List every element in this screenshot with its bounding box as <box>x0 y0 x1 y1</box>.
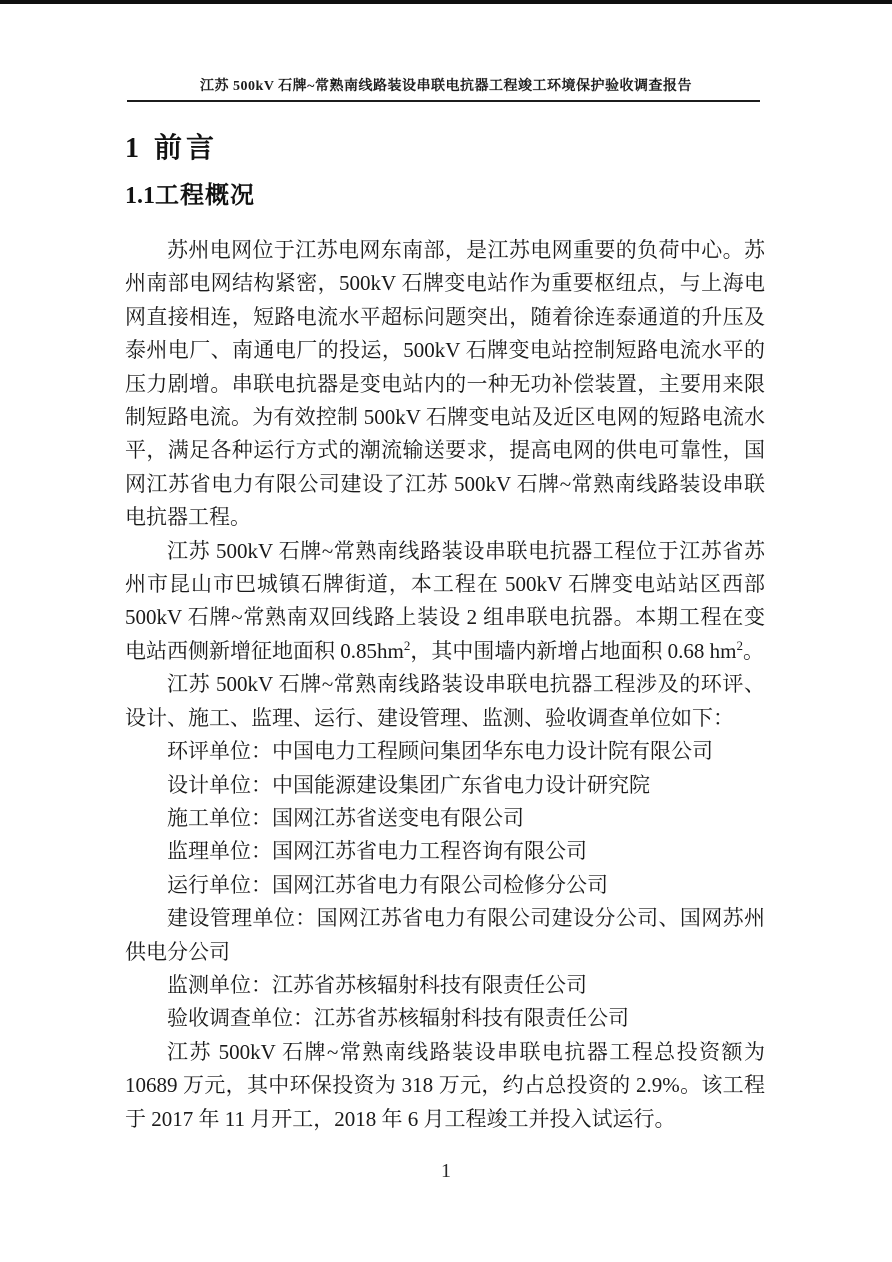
document-content <box>125 130 765 1136</box>
unit-item-monitoring: 监测单位：江苏省苏核辐射科技有限责任公司 <box>167 972 587 997</box>
unit-item-acceptance-survey: 验收调查单位：江苏省苏核辐射科技有限责任公司 <box>167 1006 629 1031</box>
paragraph-project-location-text-1: 江苏 500kV 石牌~常熟南线路装设串联电抗器工程位于江苏省苏州市昆山市巴城镇石牌街道，本工程在 500kV 石牌变电站站区西部 500kV 石牌~常熟南双回线路上装设 2 组串联电抗器。本期工程在变电站西侧新增征地面积 0.85hm <box>125 538 765 663</box>
body-text <box>125 234 765 1136</box>
paragraph-project-location-text-2: ，其中围墙内新增占地面积 0.68 hm <box>410 638 737 663</box>
heading-chapter-number: 1 <box>125 133 139 164</box>
header-rule <box>127 100 760 102</box>
scan-artifact-top-bar <box>0 0 892 4</box>
heading-chapter <box>125 130 765 168</box>
heading-chapter-label: 前言 <box>154 133 219 164</box>
unit-item-construction: 施工单位：国网江苏省送变电有限公司 <box>167 805 524 830</box>
header-title: 江苏 500kV 石牌~常熟南线路装设串联电抗器工程竣工环境保护验收调查报告 <box>200 79 692 94</box>
superscript-square-2: 2 <box>736 637 743 653</box>
unit-item-supervision: 监理单位：国网江苏省电力工程咨询有限公司 <box>167 839 587 864</box>
unit-item-operation: 运行单位：国网江苏省电力有限公司检修分公司 <box>167 872 608 897</box>
unit-item-eia: 环评单位：中国电力工程顾问集团华东电力设计院有限公司 <box>167 739 713 764</box>
heading-section-number: 1.1 <box>125 183 155 209</box>
paragraph-project-location-text-3: 。 <box>742 638 764 663</box>
heading-section <box>125 181 765 211</box>
superscript-square-1: 2 <box>403 637 411 653</box>
paragraph-grid-overview: 苏州电网位于江苏电网东南部，是江苏电网重要的负荷中心。苏州南部电网结构紧密，500kV 石牌变电站作为重要枢纽点，与上海电网直接相连，短路电流水平超标问题突出，随着徐连泰通道的升压及泰州电厂、南通电厂的投运，500kV 石牌变电站控制短路电流水平的压力剧增。串联电抗器是变电站内的一种无功补偿装置，主要用来限制短路电流。为有效控制 500kV 石牌变电站及近区电网的短路电流水平，满足各种运行方式的潮流输送要求，提高电网的供电可靠性，国网江苏省电力有限公司建设了江苏 500kV 石牌~常熟南线路装设串联电抗器工程。 <box>125 238 765 530</box>
unit-item-design: 设计单位：中国能源建设集团广东省电力设计研究院 <box>167 772 650 797</box>
unit-item-construction-management: 建设管理单位：国网江苏省电力有限公司建设分公司、国网苏州供电分公司 <box>125 906 765 964</box>
paragraph-units-intro: 江苏 500kV 石牌~常熟南线路装设串联电抗器工程涉及的环评、设计、施工、监理、运行、建设管理、监测、验收调查单位如下： <box>125 672 765 730</box>
page-number: 1 <box>441 1160 451 1182</box>
page-header <box>0 75 892 95</box>
heading-section-label: 工程概况 <box>155 183 255 209</box>
paragraph-investment: 江苏 500kV 石牌~常熟南线路装设串联电抗器工程总投资额为 10689 万元，其中环保投资为 318 万元，约占总投资的 2.9%。该工程于 2017 年 11 月开工，2018 年 6 月工程竣工并投入试运行。 <box>125 1039 765 1131</box>
paragraph-project-location <box>125 535 765 669</box>
